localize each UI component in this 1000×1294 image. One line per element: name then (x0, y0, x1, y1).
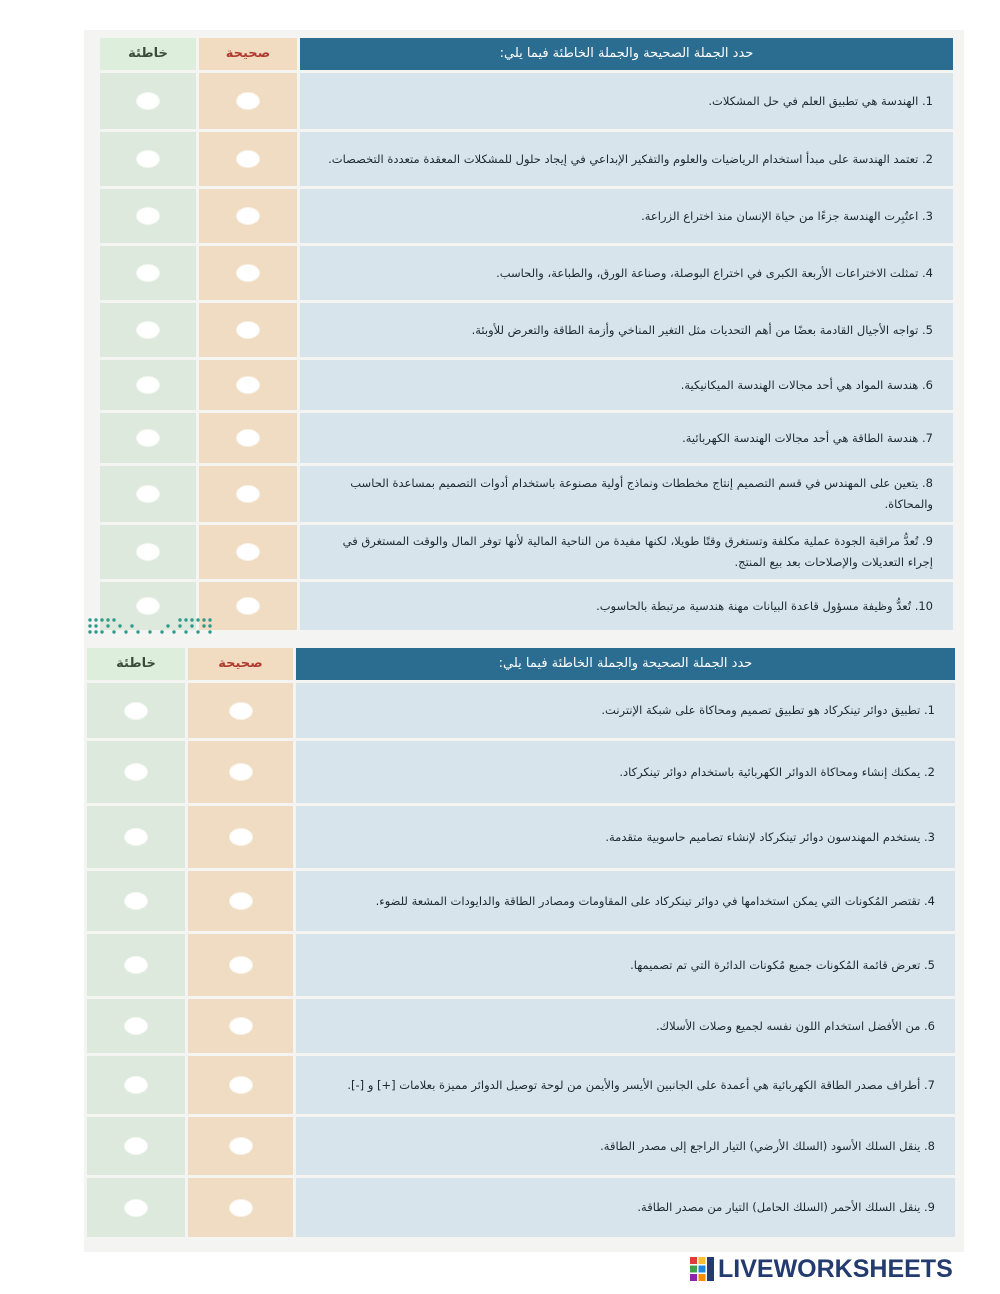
table-row (87, 999, 955, 1053)
correct-cell (199, 466, 297, 522)
wrong-radio[interactable] (125, 1018, 147, 1034)
correct-cell (199, 525, 297, 579)
statement-cell (296, 1056, 955, 1114)
wrong-header: خاطئة (87, 648, 185, 680)
statement-cell (296, 934, 955, 996)
statement-text: 5. تعرض قائمة المُكونات جميع مُكونات الدائرة التي تم تصميمها. (630, 957, 935, 972)
correct-cell (199, 303, 297, 357)
correct-radio[interactable] (237, 430, 259, 446)
statement-cell (300, 360, 953, 410)
wrong-cell (100, 303, 196, 357)
wrong-radio[interactable] (125, 703, 147, 719)
statement-cell (296, 871, 955, 931)
statement-text: 2. تعتمد الهندسة على مبدأ استخدام الرياضيات والعلوم والتفكير الإبداعي في إيجاد حلول للمشكلات المعقدة متعددة التخصصات. (328, 151, 933, 166)
wrong-cell (87, 1117, 185, 1175)
correct-cell (199, 246, 297, 300)
liveworksheets-wordmark: LIVEWORKSHEETS (718, 1255, 953, 1283)
statement-text: 9. تُعدُّ مراقبة الجودة عملية مكلفة وتستغرق وقتًا طويلا، لكنها مفيدة من الناحية المالية لأنها توفر المال والوقت المستغرق في إجراء التعديلات والإصلاحات بعد بيع المنتج. (342, 534, 933, 569)
statement-text: 7. هندسة الطاقة هي أحد مجالات الهندسة الكهربائية. (682, 430, 933, 445)
table-header (87, 648, 955, 680)
correct-radio[interactable] (230, 1018, 252, 1034)
statement-cell (296, 999, 955, 1053)
table-row (87, 1117, 955, 1175)
wrong-radio[interactable] (137, 377, 159, 393)
table-row (87, 871, 955, 931)
table-row (100, 582, 953, 630)
correct-cell (188, 871, 293, 931)
table-row (100, 73, 953, 129)
table-row (100, 466, 953, 522)
correct-radio[interactable] (230, 893, 252, 909)
statement-cell (300, 413, 953, 463)
correct-cell (188, 741, 293, 803)
liveworksheets-icon (690, 1257, 714, 1281)
correct-cell (188, 683, 293, 738)
statement-text: 8. ينقل السلك الأسود (السلك الأرضي) التيار الراجع إلى مصدر الطاقة. (600, 1138, 935, 1153)
wrong-cell (100, 132, 196, 186)
wrong-cell (87, 806, 185, 868)
statement-text: 9. ينقل السلك الأحمر (السلك الحامل) التيار من مصدر الطاقة. (637, 1200, 935, 1214)
wrong-cell (87, 1056, 185, 1114)
statement-cell (296, 741, 955, 803)
table-header (100, 38, 953, 70)
true-false-table-1 (100, 38, 953, 638)
wrong-header: خاطئة (100, 38, 196, 70)
statement-text: 7. أطراف مصدر الطاقة الكهربائية هي أعمدة على الجانبين الأيسر والأيمن من لوحة توصيل الدوائر مميزة بعلامات [+] و [-]. (347, 1077, 935, 1092)
correct-radio[interactable] (230, 703, 252, 719)
correct-cell (199, 360, 297, 410)
correct-header: صحيحة (188, 648, 293, 680)
wrong-cell (100, 73, 196, 129)
question-header: حدد الجملة الصحيحة والجملة الخاطئة فيما يلي: (300, 38, 953, 70)
wrong-radio[interactable] (125, 957, 147, 973)
wrong-cell (87, 871, 185, 931)
wrong-radio[interactable] (137, 93, 159, 109)
correct-radio[interactable] (230, 764, 252, 780)
correct-radio[interactable] (230, 829, 252, 845)
wrong-cell (87, 683, 185, 738)
correct-radio[interactable] (237, 265, 259, 281)
wrong-radio[interactable] (125, 764, 147, 780)
table-row (87, 934, 955, 996)
statement-cell (300, 132, 953, 186)
correct-cell (188, 806, 293, 868)
correct-radio[interactable] (237, 322, 259, 338)
correct-cell (199, 413, 297, 463)
table-row (100, 360, 953, 410)
wrong-cell (100, 525, 196, 579)
statement-text: 4. تقتصر المُكونات التي يمكن استخدامها في دوائر تينكركاد على المقاومات ومصادر الطاقة والدايودات المشعة للضوء. (375, 893, 935, 908)
statement-text: 3. يستخدم المهندسون دوائر تينكركاد لإنشاء تصاميم حاسوبية متقدمة. (605, 829, 935, 844)
statement-text: 10. تُعدُّ وظيفة مسؤول قاعدة البيانات مهنة هندسية مرتبطة بالحاسوب. (596, 598, 933, 613)
table-row (87, 741, 955, 803)
table-row (100, 525, 953, 579)
correct-radio[interactable] (237, 544, 259, 560)
correct-cell (199, 132, 297, 186)
correct-cell (188, 934, 293, 996)
table-row (87, 806, 955, 868)
statement-cell (300, 466, 953, 522)
statement-cell (296, 1117, 955, 1175)
true-false-table-2 (87, 648, 955, 1242)
wrong-cell (100, 246, 196, 300)
liveworksheets-logo (690, 1254, 953, 1284)
table-row (87, 1178, 955, 1237)
correct-cell (199, 73, 297, 129)
wrong-radio[interactable] (137, 544, 159, 560)
wrong-radio[interactable] (137, 151, 159, 167)
correct-radio[interactable] (230, 1138, 252, 1154)
wrong-radio[interactable] (125, 1138, 147, 1154)
correct-cell (188, 1117, 293, 1175)
table-row (100, 189, 953, 243)
correct-cell (199, 189, 297, 243)
correct-radio[interactable] (237, 151, 259, 167)
table-row (100, 303, 953, 357)
statement-text: 5. تواجه الأجيال القادمة بعضًا من أهم التحديات مثل التغير المناخي وأزمة الطاقة والتعرض للأوبئة. (471, 322, 933, 337)
correct-cell (188, 1178, 293, 1237)
wrong-cell (100, 466, 196, 522)
statement-text: 6. هندسة المواد هي أحد مجالات الهندسة الميكانيكية. (680, 377, 933, 392)
statement-cell (296, 1178, 955, 1237)
statement-text: 2. يمكنك إنشاء ومحاكاة الدوائر الكهربائية باستخدام دوائر تينكركاد. (619, 764, 935, 779)
statement-cell (300, 246, 953, 300)
ministry-logo-icon (84, 616, 216, 638)
correct-radio[interactable] (237, 208, 259, 224)
wrong-radio[interactable] (137, 486, 159, 502)
wrong-cell (87, 999, 185, 1053)
wrong-cell (87, 1178, 185, 1237)
statement-text: 1. تطبيق دوائر تينكركاد هو تطبيق تصميم ومحاكاة على شبكة الإنترنت. (601, 703, 935, 717)
correct-radio[interactable] (230, 1077, 252, 1093)
table-row (87, 683, 955, 738)
correct-radio[interactable] (230, 957, 252, 973)
statement-cell (300, 582, 953, 630)
statement-text: 4. تمثلت الاختراعات الأربعة الكبرى في اختراع البوصلة، وصناعة الورق، والطباعة، والحاسب. (496, 265, 933, 280)
correct-cell (188, 1056, 293, 1114)
correct-radio[interactable] (237, 377, 259, 393)
wrong-cell (87, 741, 185, 803)
correct-radio[interactable] (237, 598, 259, 614)
correct-header: صحيحة (199, 38, 297, 70)
wrong-radio[interactable] (137, 265, 159, 281)
wrong-cell (100, 189, 196, 243)
correct-radio[interactable] (230, 1200, 252, 1216)
wrong-radio[interactable] (137, 430, 159, 446)
statement-text: 6. من الأفضل استخدام اللون نفسه لجميع وصلات الأسلاك. (655, 1018, 935, 1033)
statement-cell (300, 303, 953, 357)
wrong-radio[interactable] (137, 322, 159, 338)
wrong-cell (100, 360, 196, 410)
wrong-radio[interactable] (125, 893, 147, 909)
wrong-radio[interactable] (125, 1077, 147, 1093)
statement-cell (300, 525, 953, 579)
table-row (100, 246, 953, 300)
table-row (100, 413, 953, 463)
table-row (87, 1056, 955, 1114)
statement-text: 3. اعتُبِرت الهندسة جزءًا من حياة الإنسان منذ اختراع الزراعة. (641, 208, 933, 223)
wrong-cell (87, 934, 185, 996)
statement-text: 1. الهندسة هي تطبيق العلم في حل المشكلات. (708, 93, 933, 108)
correct-radio[interactable] (237, 486, 259, 502)
statement-cell (300, 73, 953, 129)
wrong-cell (100, 413, 196, 463)
wrong-radio[interactable] (137, 208, 159, 224)
statement-text: 8. يتعين على المهندس في قسم التصميم إنتاج مخططات ونماذج أولية مصنوعة باستخدام أدوات التصميم بمساعدة الحاسب والمحاكاة. (350, 476, 933, 511)
correct-cell (188, 999, 293, 1053)
wrong-radio[interactable] (137, 598, 159, 614)
question-header: حدد الجملة الصحيحة والجملة الخاطئة فيما يلي: (296, 648, 955, 680)
wrong-radio[interactable] (125, 1200, 147, 1216)
wrong-radio[interactable] (125, 829, 147, 845)
statement-cell (300, 189, 953, 243)
statement-cell (296, 806, 955, 868)
statement-cell (296, 683, 955, 738)
correct-radio[interactable] (237, 93, 259, 109)
table-row (100, 132, 953, 186)
